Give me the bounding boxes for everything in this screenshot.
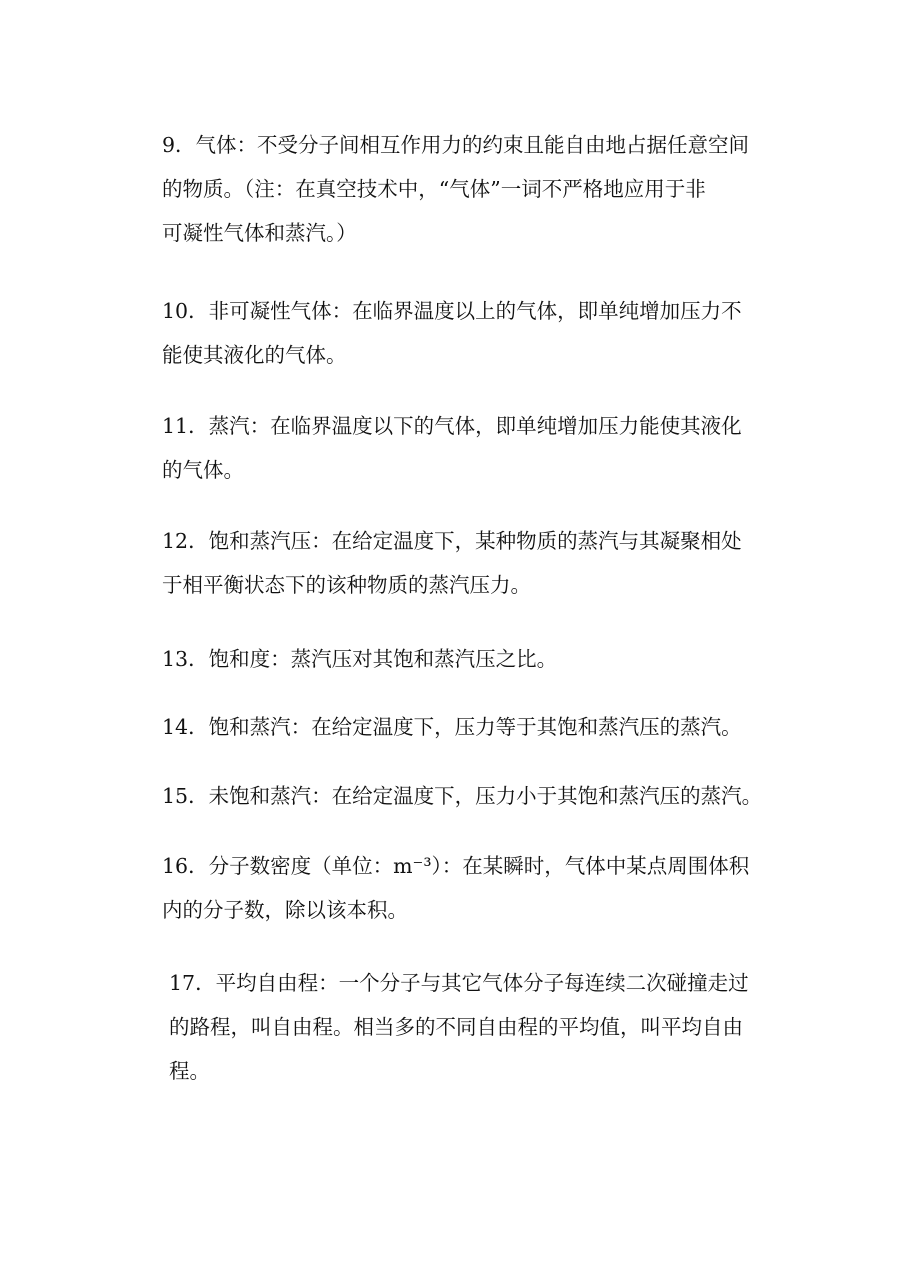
definition-16-line-2: 内的分子数，除以该本积。: [162, 898, 408, 922]
definition-16-line-1: 16．分子数密度（单位：m⁻³）：在某瞬时，气体中某点周围体积: [162, 854, 750, 878]
definition-11-line-2: 的气体。: [162, 458, 244, 482]
definition-10-line-1: 10．非可凝性气体：在临界温度以上的气体，即单纯增加压力不: [162, 299, 742, 323]
definition-12-line-1: 12．饱和蒸汽压：在给定温度下，某种物质的蒸汽与其凝聚相处: [162, 529, 742, 553]
definition-17-line-1: 17．平均自由程：一个分子与其它气体分子每连续二次碰撞走过: [169, 971, 749, 995]
definition-10-line-2: 能使其液化的气体。: [162, 343, 347, 367]
definition-13-line-1: 13．饱和度：蒸汽压对其饱和蒸汽压之比。: [162, 647, 558, 671]
definition-9: [162, 123, 792, 255]
definition-17-line-3: 程。: [169, 1059, 210, 1083]
definition-10: [162, 289, 792, 377]
definition-15: [162, 774, 792, 818]
definition-12-line-2: 于相平衡状态下的该种物质的蒸汽压力。: [162, 573, 531, 597]
definition-13: [162, 637, 792, 681]
definition-17-line-2: 的路程，叫自由程。相当多的不同自由程的平均值，叫平均自由: [169, 1015, 743, 1039]
definition-16: [162, 844, 792, 932]
definition-17: [169, 961, 799, 1093]
definition-14-line-1: 14．饱和蒸汽：在给定温度下，压力等于其饱和蒸汽压的蒸汽。: [162, 715, 742, 739]
definition-11: [162, 404, 792, 492]
definition-14: [162, 705, 792, 749]
definition-11-line-1: 11．蒸汽：在临界温度以下的气体，即单纯增加压力能使其液化: [162, 414, 742, 438]
definition-9-line-3: 可凝性气体和蒸汽。）: [162, 221, 357, 245]
definition-9-line-2: 的物质。（注：在真空技术中，“气体”一词不严格地应用于非: [162, 177, 706, 201]
definition-15-line-1: 15．未饱和蒸汽：在给定温度下，压力小于其饱和蒸汽压的蒸汽。: [162, 784, 763, 808]
definition-9-line-1: 9．气体：不受分子间相互作用力的约束且能自由地占据任意空间: [162, 133, 750, 157]
definition-12: [162, 519, 792, 607]
